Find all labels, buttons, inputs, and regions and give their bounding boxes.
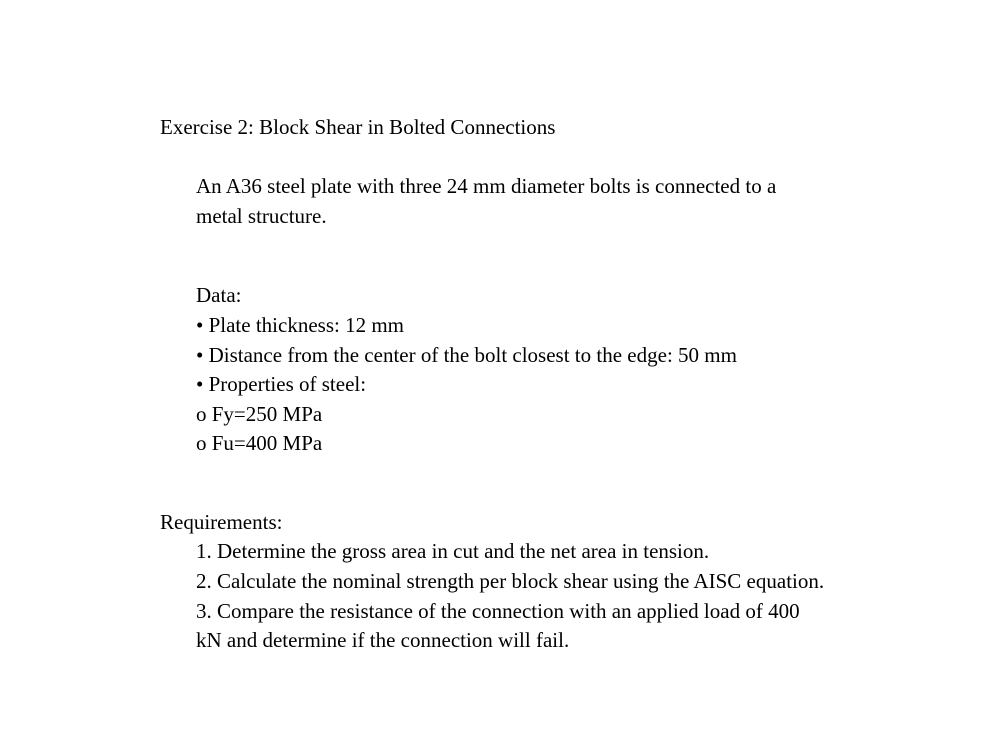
intro-text-line-1: An A36 steel plate with three 24 mm diameter bolts is connected to a (196, 174, 777, 198)
intro-text-line-2: metal structure. (196, 204, 327, 228)
data-item-plate-thickness: • Plate thickness: 12 mm (196, 313, 405, 337)
data-item-steel-properties: • Properties of steel: (196, 372, 367, 396)
requirement-item-2: 2. Calculate the nominal strength per block shear using the AISC equation. (196, 569, 825, 593)
exercise-title: Exercise 2: Block Shear in Bolted Connections (160, 115, 556, 139)
data-subitem-fy: o Fy=250 MPa (196, 402, 323, 426)
requirement-item-3-continued: kN and determine if the connection will fail. (196, 628, 570, 652)
requirement-item-3: 3. Compare the resistance of the connection with an applied load of 400 (196, 599, 800, 623)
data-item-edge-distance: • Distance from the center of the bolt closest to the edge: 50 mm (196, 343, 737, 367)
requirements-heading: Requirements: (160, 510, 283, 534)
requirement-item-1: 1. Determine the gross area in cut and the net area in tension. (196, 539, 710, 563)
data-subitem-fu: o Fu=400 MPa (196, 431, 323, 455)
data-heading: Data: (196, 283, 242, 307)
